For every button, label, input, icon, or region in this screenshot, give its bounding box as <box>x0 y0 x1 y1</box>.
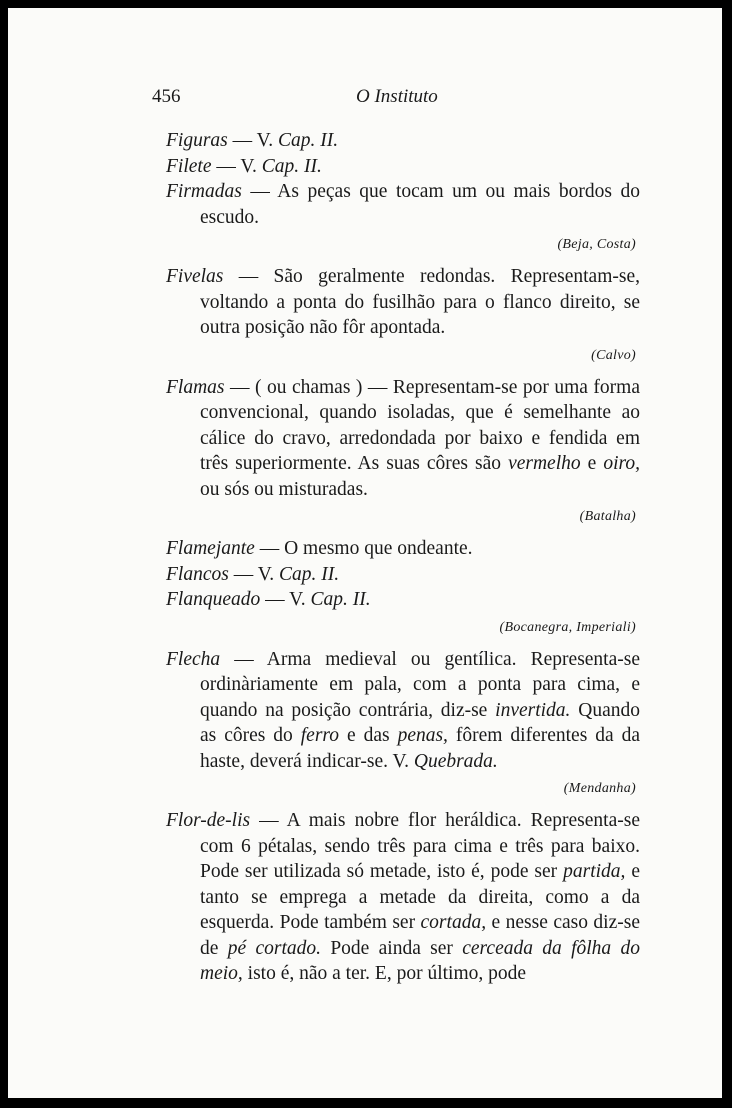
entry-term: Firmadas <box>166 181 242 202</box>
page-header <box>152 86 462 110</box>
italic-phrase: Cap. II. <box>277 130 339 151</box>
glossary-entries <box>166 128 640 987</box>
entry-term: Flancos <box>166 563 229 585</box>
glossary-entry: Fivelas — São geralmente redondas. Representam-se, voltando a ponta do fusilhão para o flanco direito, se outra posição não fôr apontada. <box>166 266 640 338</box>
entry-term: Flamas <box>166 376 225 398</box>
italic-phrase: Cap. II. <box>279 563 340 585</box>
italic-phrase: Quebrada. <box>413 750 498 772</box>
glossary-entry: Flecha — Arma medieval ou gentílica. Representa-se ordinàriamente em pala, com a ponta para cima, e quando na posição contrária, diz-se invertida. Quando as côres do ferro e das penas, fôrem diferentes da da haste, deverá indicar-se. V. Quebrada. <box>166 648 641 772</box>
running-title: O Instituto <box>356 86 438 107</box>
entry-term: Flanqueado <box>166 589 261 610</box>
italic-phrase: cerceada da fôlha do meio, <box>200 937 641 984</box>
page-number: 456 <box>152 86 181 107</box>
entry-term: Figuras <box>166 130 228 151</box>
glossary-entry: Flanqueado — V. Cap. II. <box>166 589 371 610</box>
glossary-entry: Figuras — V. Cap. II. <box>166 130 339 151</box>
glossary-entry: Flamas — ( ou chamas ) — Representam-se por uma forma convencional, quando isoladas, que é semelhante ao cálice do cravo, arredondada por baixo e fendida em três superiormente. As suas côres são vermelho e oiro, ou sós ou misturadas. <box>166 376 641 500</box>
source-citation: (Beja, Costa) <box>557 237 636 252</box>
italic-phrase: pé cortado. <box>227 937 321 959</box>
book-page <box>8 8 722 1098</box>
italic-phrase: Cap. II. <box>310 589 371 610</box>
source-citation: (Bocanegra, Imperiali) <box>499 619 636 635</box>
glossary-entry: Flor-de-lis — A mais nobre flor heráldica. Representa-se com 6 pétalas, sendo três para cima e três para baixo. Pode ser utilizada só metade, isto é, pode ser partida, e tanto se emprega a metade da direita, como a da esquerda. Pode também ser cortada, e nesse caso diz-se de pé cortado. Pode ainda ser cerceada da fôlha do meio, isto é, não a ter. E, por último, pode <box>166 810 641 984</box>
entry-term: Flecha <box>166 648 221 670</box>
italic-phrase: invertida. <box>495 699 571 721</box>
italic-phrase: partida, <box>563 861 626 882</box>
italic-phrase: cortada, <box>420 912 487 933</box>
italic-phrase: ferro <box>300 725 340 746</box>
italic-phrase: Cap. II. <box>261 155 322 177</box>
glossary-entry: Flamejante — O mesmo que ondeante. <box>166 538 473 559</box>
italic-phrase: oiro, <box>603 453 641 474</box>
source-citation: (Batalha) <box>579 509 636 524</box>
glossary-entry: Firmadas — As peças que tocam um ou mais bordos do escudo. <box>166 181 640 228</box>
source-citation: (Calvo) <box>591 347 636 363</box>
italic-phrase: penas, <box>397 725 448 746</box>
entry-term: Flamejante <box>166 538 255 559</box>
source-citation: (Mendanha) <box>563 781 636 796</box>
glossary-entry: Flancos — V. Cap. II. <box>166 563 340 585</box>
entry-term: Filete <box>166 155 212 177</box>
entry-term: Flor-de-lis <box>166 810 251 831</box>
italic-phrase: vermelho <box>508 453 581 474</box>
entry-term: Fivelas <box>166 266 224 287</box>
glossary-entry: Filete — V. Cap. II. <box>166 155 322 177</box>
